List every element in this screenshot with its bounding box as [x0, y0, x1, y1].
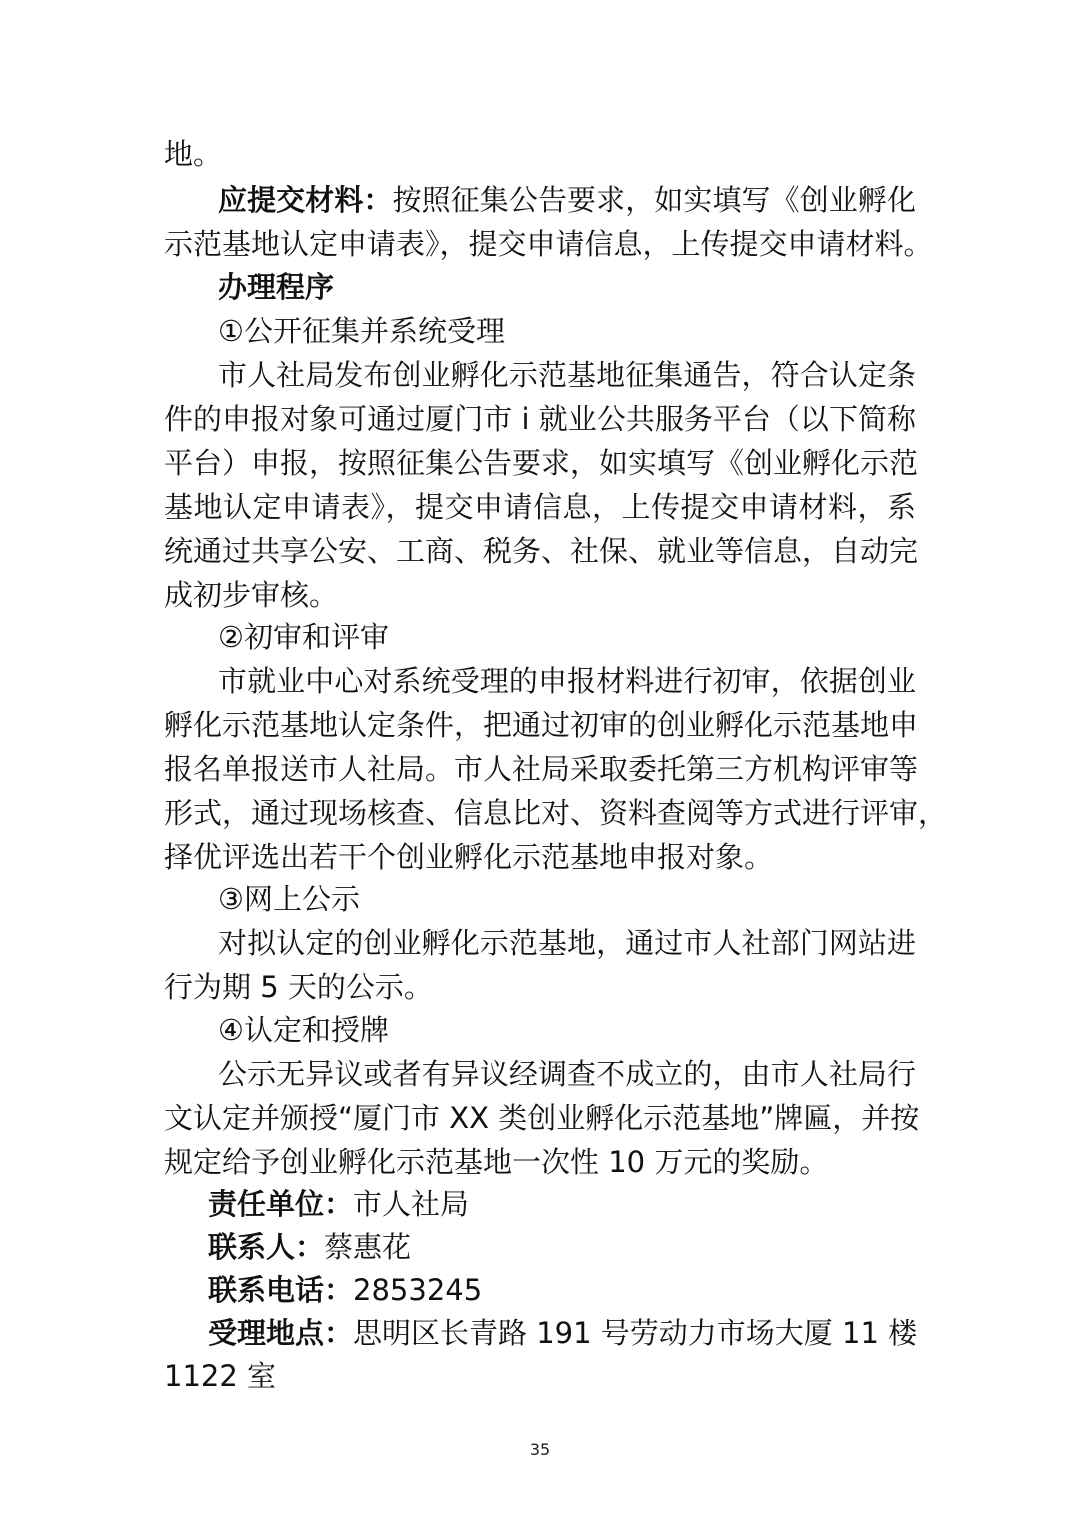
- label-contact-phone: 联系电话：: [208, 1273, 354, 1307]
- text-line: 1122 室: [164, 1359, 277, 1393]
- text-line: 文认定并颁授“厦门市 XX 类创业孵化示范基地”牌匾，并按: [164, 1101, 920, 1135]
- text-line: 公示无异议或者有异议经调查不成立的，由市人社局行: [218, 1057, 916, 1091]
- text-line: 市人社局发布创业孵化示范基地征集通告，符合认定条: [218, 358, 916, 392]
- label-responsible-unit: 责任单位：: [208, 1187, 354, 1221]
- step-heading-4: ④认定和授牌: [218, 1013, 389, 1047]
- text-line: 形式，通过现场核查、信息比对、资料查阅等方式进行评审，: [164, 796, 948, 830]
- text-line: 规定给予创业孵化示范基地一次性 10 万元的奖励。: [164, 1145, 829, 1179]
- heading-procedure: 办理程序: [218, 270, 335, 304]
- step-heading-1: ①公开征集并系统受理: [218, 314, 505, 348]
- contact-phone-value: 2853245: [353, 1273, 483, 1307]
- text-line: 平台）申报，按照征集公告要求，如实填写《创业孵化示范: [164, 446, 919, 480]
- text-line: 地。: [164, 137, 223, 171]
- step-heading-3: ③网上公示: [218, 882, 360, 916]
- text-line: 统通过共享公安、工商、税务、社保、就业等信息，自动完: [164, 534, 919, 568]
- page-number: 35: [529, 1440, 551, 1459]
- contact-person-value: 蔡惠花: [324, 1230, 412, 1264]
- contact-person: [208, 1224, 916, 1270]
- responsible-unit: [208, 1181, 916, 1227]
- label-contact-person: 联系人：: [208, 1230, 325, 1264]
- text-line: 市就业中心对系统受理的申报材料进行初审，依据创业: [218, 664, 916, 698]
- text-line: 孵化示范基地认定条件，把通过初审的创业孵化示范基地申: [164, 708, 919, 742]
- text-line: 报名单报送市人社局。市人社局采取委托第三方机构评审等: [164, 752, 919, 786]
- text-line: 对拟认定的创业孵化示范基地，通过市人社部门网站进: [218, 926, 916, 960]
- text-line: 件的申报对象可通过厦门市 i 就业公共服务平台（以下简称: [164, 402, 916, 436]
- label-address: 受理地点：: [208, 1316, 354, 1350]
- text-line: 择优评选出若干个创业孵化示范基地申报对象。: [164, 840, 774, 874]
- text-line: 基地认定申请表》，提交申请信息，上传提交申请材料，系: [164, 490, 916, 524]
- text-line: 成初步审核。: [164, 578, 339, 612]
- address: [208, 1310, 916, 1356]
- address-value: 思明区长青路 191 号劳动力市场大厦 11 楼: [353, 1316, 918, 1350]
- text-line: 示范基地认定申请表》，提交申请信息，上传提交申请材料。: [164, 227, 933, 261]
- materials-text: 按照征集公告要求，如实填写《创业孵化: [392, 183, 916, 217]
- step-heading-2: ②初审和评审: [218, 620, 389, 654]
- text-line: [218, 177, 916, 223]
- responsible-unit-value: 市人社局: [353, 1187, 470, 1221]
- contact-phone: [208, 1267, 916, 1313]
- text-line: 行为期 5 天的公示。: [164, 970, 433, 1004]
- label-materials: 应提交材料：: [218, 183, 393, 217]
